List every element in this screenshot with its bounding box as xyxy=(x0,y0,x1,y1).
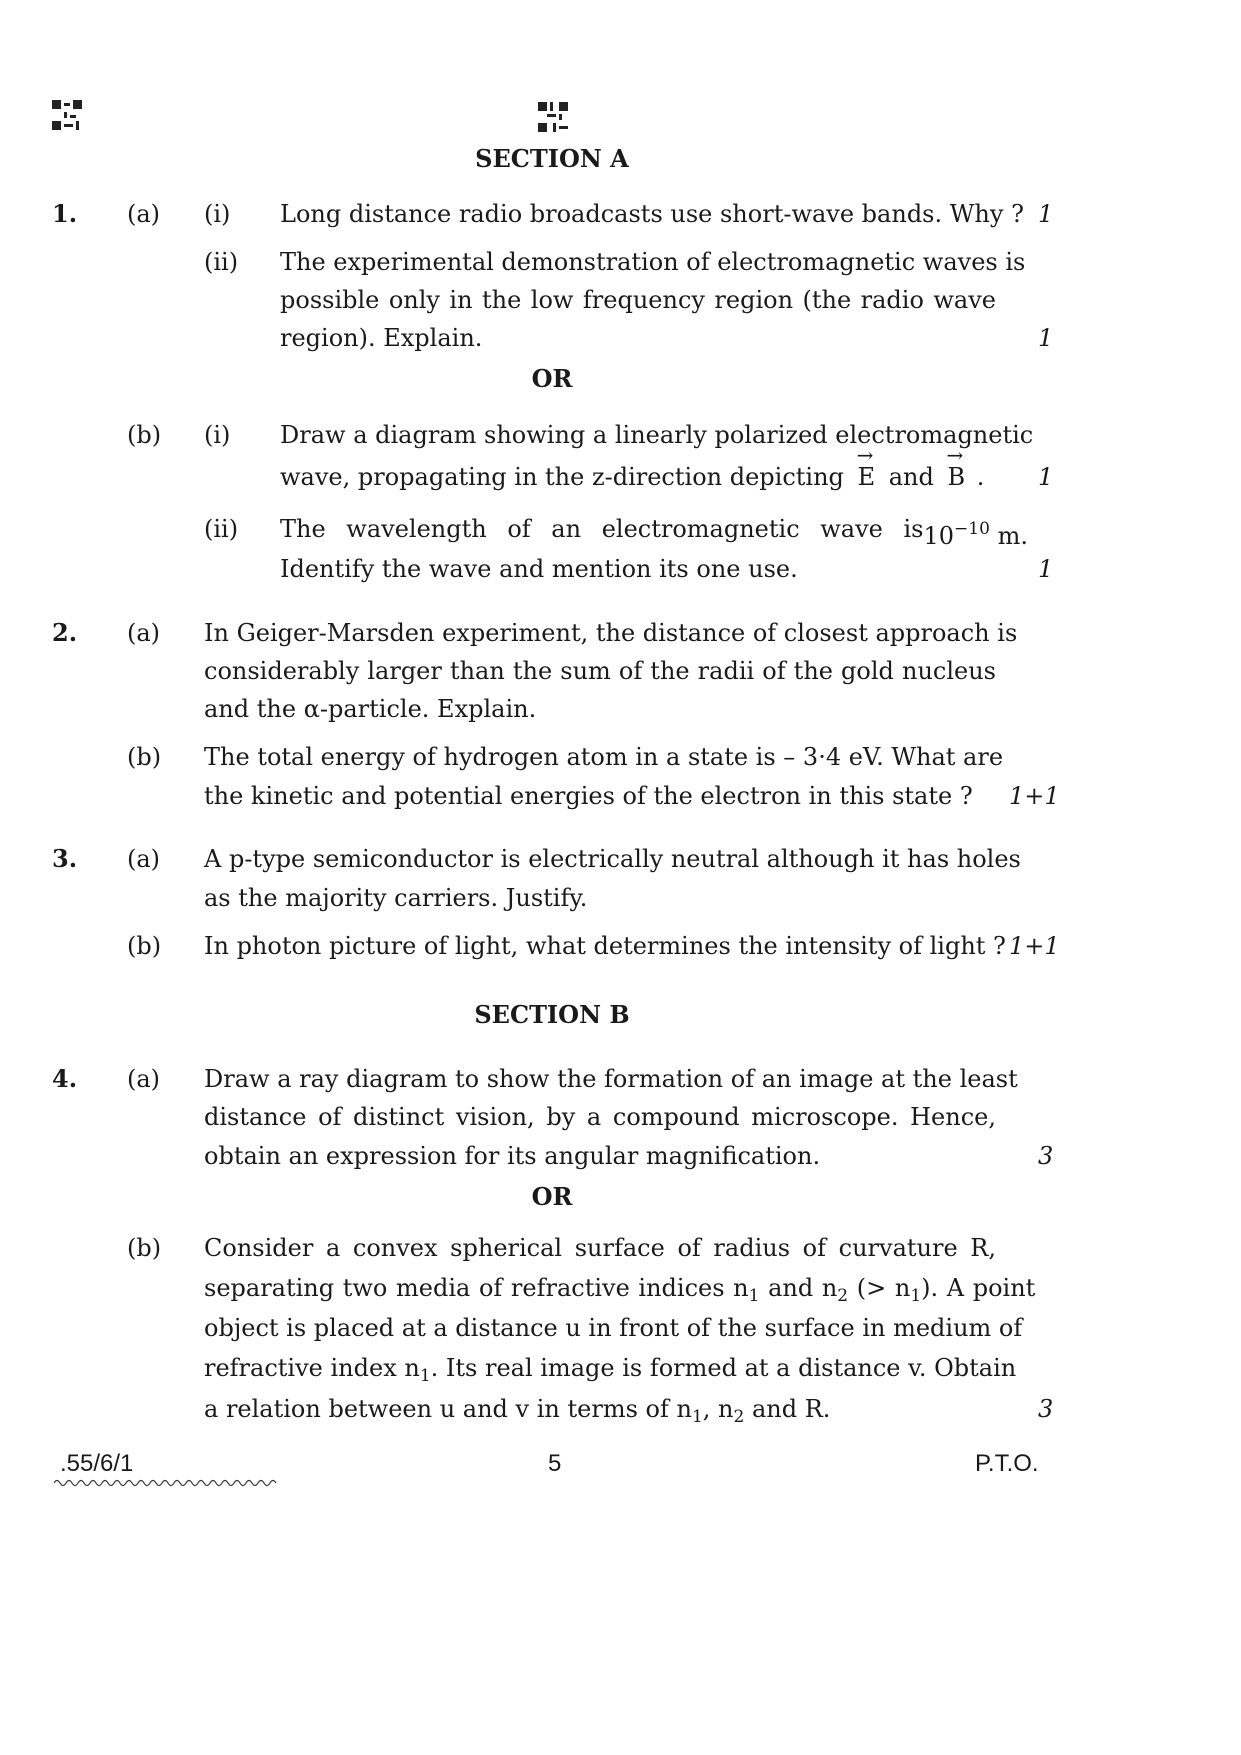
question-text: wave, propagating in the z-direction depicting xyxy=(280,463,844,491)
marks: 3 xyxy=(1038,1395,1054,1423)
question-line: possible only in the low frequency region (the radio wave xyxy=(280,286,996,314)
question-line: region). Explain. xyxy=(280,324,483,352)
question-line: distance of distinct vision, by a compound microscope. Hence, xyxy=(204,1103,996,1131)
part-label: (b) xyxy=(127,421,162,449)
question-line: The experimental demonstration of electromagnetic waves is xyxy=(280,248,1026,276)
section-b-heading: SECTION B xyxy=(474,1000,630,1029)
question-number: 2. xyxy=(52,618,78,647)
text-run: , n xyxy=(702,1395,734,1423)
subpart-label: (ii) xyxy=(204,248,239,276)
qr-code-left-icon xyxy=(52,100,82,130)
wavy-underline-icon xyxy=(54,1478,280,1488)
part-label: (a) xyxy=(127,845,161,873)
question-line xyxy=(280,510,1028,555)
question-line: Draw a ray diagram to show the formation of an image at the least xyxy=(204,1065,1018,1093)
page-number: 5 xyxy=(548,1450,562,1477)
text-run: ). A point xyxy=(921,1274,1036,1302)
question-line: Consider a convex spherical surface of radius of curvature R, xyxy=(204,1234,996,1262)
part-label: (b) xyxy=(127,1234,162,1262)
text-run: and n xyxy=(759,1274,838,1302)
text-run: refractive index n xyxy=(204,1354,420,1382)
question-line: as the majority carriers. Justify. xyxy=(204,884,588,912)
part-label: (a) xyxy=(127,619,161,647)
power-exponent: −10 xyxy=(954,519,990,539)
paper-code: .55/6/1 xyxy=(60,1450,134,1477)
question-line xyxy=(280,458,984,496)
power-base: 10 xyxy=(923,522,955,550)
unit: m. xyxy=(997,522,1028,550)
marks: 1 xyxy=(1038,200,1054,228)
question-number: 3. xyxy=(52,844,78,873)
text-run: separating two media of refractive indices n xyxy=(204,1274,749,1302)
question-text: The wavelength of an electromagnetic wave is xyxy=(280,515,924,543)
magnetic-field-vector: → B xyxy=(948,458,966,496)
subpart-label: (i) xyxy=(204,200,231,228)
or-divider: OR xyxy=(531,364,573,393)
marks: 1 xyxy=(1038,463,1054,491)
question-line: considerably larger than the sum of the radii of the gold nucleus xyxy=(204,657,996,685)
or-divider: OR xyxy=(531,1182,573,1211)
full-stop: . xyxy=(976,463,985,491)
question-number: 4. xyxy=(52,1064,78,1093)
subscript: 2 xyxy=(733,1407,745,1427)
part-label: (a) xyxy=(127,1065,161,1093)
question-text: Long distance radio broadcasts use short-wave bands. Why ? xyxy=(280,200,1024,228)
subscript: 2 xyxy=(837,1286,849,1306)
question-number: 1. xyxy=(52,199,78,228)
text-run: a relation between u and v in terms of n xyxy=(204,1395,692,1423)
text-run: . Its real image is formed at a distance v. Obtain xyxy=(430,1354,1017,1382)
subscript: 1 xyxy=(419,1366,431,1386)
marks: 1 xyxy=(1038,324,1054,352)
subpart-label: (i) xyxy=(204,421,231,449)
section-a-heading: SECTION A xyxy=(475,144,629,173)
question-line: object is placed at a distance u in front of the surface in medium of xyxy=(204,1314,1023,1342)
pto-label: P.T.O. xyxy=(975,1450,1039,1477)
question-text: In photon picture of light, what determines the intensity of light ? xyxy=(204,932,1006,960)
qr-code-center-icon xyxy=(538,102,568,132)
part-label: (b) xyxy=(127,743,162,771)
subscript: 1 xyxy=(748,1286,760,1306)
question-line: obtain an expression for its angular magnification. xyxy=(204,1142,821,1170)
marks: 1 xyxy=(1038,555,1054,583)
part-label: (b) xyxy=(127,932,162,960)
part-label: (a) xyxy=(127,200,161,228)
marks: 1+1 xyxy=(1009,782,1060,810)
wavelength-value xyxy=(924,510,1028,555)
question-line: the kinetic and potential energies of the electron in this state ? xyxy=(204,782,973,810)
question-line: and the α-particle. Explain. xyxy=(204,695,537,723)
question-line: The total energy of hydrogen atom in a state is – 3·4 eV. What are xyxy=(204,743,1004,771)
question-line xyxy=(204,1349,1016,1395)
subscript: 1 xyxy=(691,1407,703,1427)
marks: 1+1 xyxy=(1009,932,1060,960)
conjunction: and xyxy=(888,463,934,491)
question-line: Draw a diagram showing a linearly polarized electromagnetic xyxy=(280,421,1034,449)
question-line: A p-type semiconductor is electrically neutral although it has holes xyxy=(204,845,1021,873)
subpart-label: (ii) xyxy=(204,515,239,543)
marks: 3 xyxy=(1038,1142,1054,1170)
electric-field-vector: → E xyxy=(858,458,876,496)
text-run: and R. xyxy=(744,1395,831,1423)
question-line: In Geiger-Marsden experiment, the distance of closest approach is xyxy=(204,619,1018,647)
text-run: (> n xyxy=(848,1274,911,1302)
subscript: 1 xyxy=(910,1286,922,1306)
question-line xyxy=(204,1390,830,1436)
question-line: Identify the wave and mention its one use. xyxy=(280,555,798,583)
